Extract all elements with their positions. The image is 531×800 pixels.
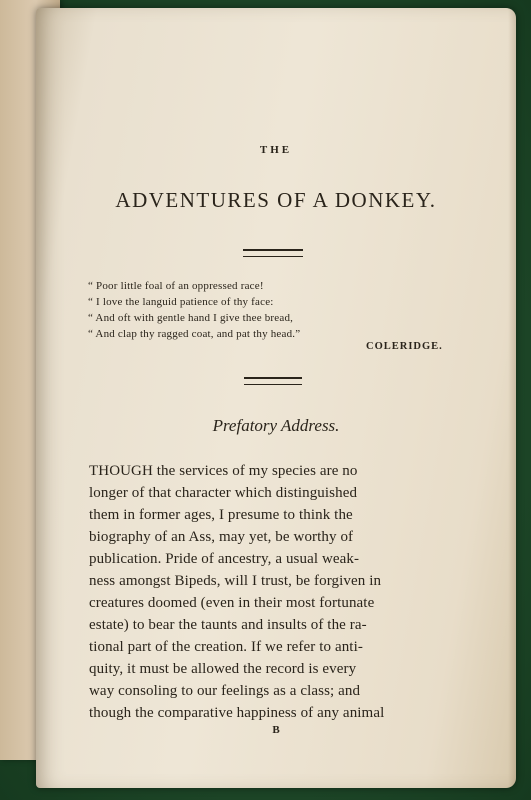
body-line: though the comparative happiness of any animal <box>89 705 385 721</box>
body-line-rest: the services of my species are no <box>152 463 358 479</box>
epigraph-line: “ And oft with gentle hand I give thee bread, <box>88 312 294 324</box>
body-line: publication. Pride of ancestry, a usual weak- <box>89 551 360 567</box>
body-line: longer of that character which distinguished <box>89 485 358 501</box>
epigraph-line: “ Poor little foal of an oppressed race! <box>88 280 264 292</box>
body-line: estate) to bear the taunts and insults of the ra- <box>89 617 367 633</box>
body-line: tional part of the creation. If we refer to anti- <box>89 639 363 655</box>
body-line: quity, it must be allowed the record is every <box>89 661 357 677</box>
page-edge-shadow <box>508 8 516 788</box>
body-paragraph <box>89 460 499 724</box>
body-line: ness amongst Bipeds, will I trust, be forgiven in <box>89 573 382 589</box>
body-line: creatures doomed (even in their most fortunate <box>89 595 375 611</box>
decorative-rule-top <box>243 249 303 257</box>
body-line: way consoling to our feelings as a class; and <box>89 683 361 699</box>
decorative-rule-bottom <box>244 377 302 385</box>
epigraph-line: “ And clap thy ragged coat, and pat thy head.” <box>88 328 301 340</box>
epigraph <box>88 278 448 342</box>
epigraph-line: “ I love the languid patience of thy face: <box>88 296 274 308</box>
epigraph-attribution: COLERIDGE. <box>366 341 443 352</box>
body-line: biography of an Ass, may yet, be worthy of <box>89 529 354 545</box>
signature-mark: B <box>272 724 280 736</box>
body-line: them in former ages, I presume to think the <box>89 507 353 523</box>
book-page <box>36 8 516 788</box>
title-prefix: THE <box>259 144 293 156</box>
book-title: ADVENTURES OF A DONKEY. <box>115 188 437 212</box>
drop-first-word: THOUGH <box>89 463 153 479</box>
section-heading: Prefatory Address. <box>212 416 340 435</box>
body-line <box>89 460 499 482</box>
